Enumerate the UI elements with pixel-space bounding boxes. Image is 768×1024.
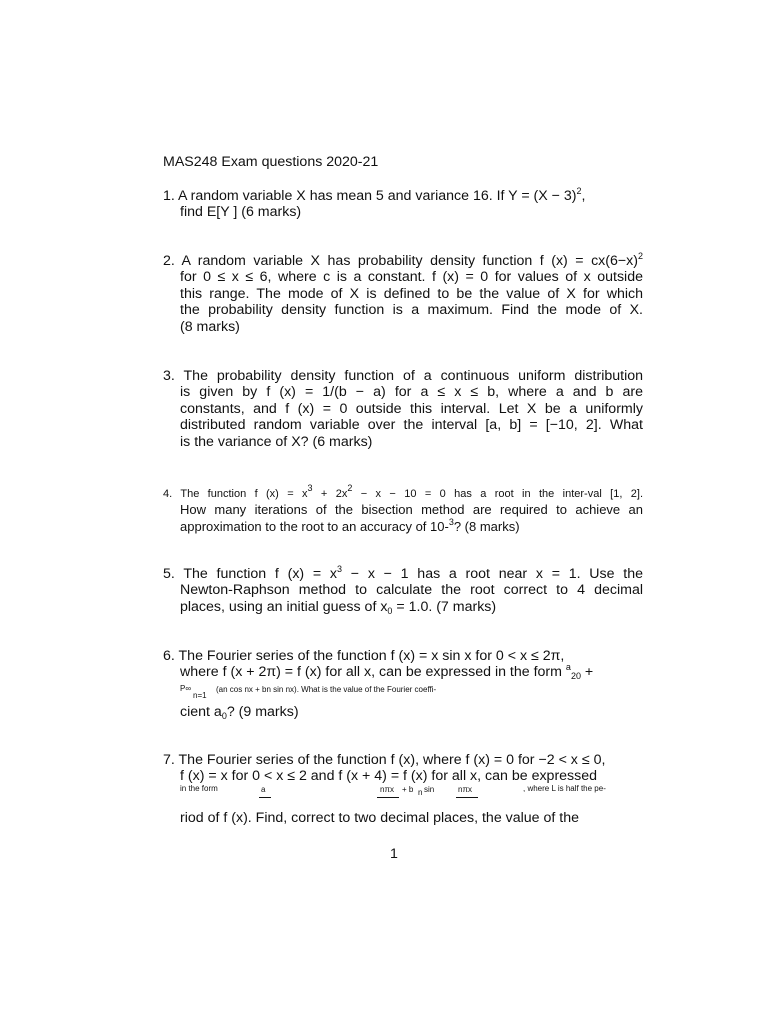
question-3 <box>163 368 643 450</box>
q7-frac-npx-1: nπx <box>380 785 394 794</box>
q7-frac-a: a <box>261 785 266 794</box>
q3-line-2: is given by f (x) = 1/(b − a) for a ≤ x ≤ b, where a and b are <box>180 384 643 401</box>
q7-form-label: in the form <box>180 784 218 793</box>
q7-frac-bar-3 <box>456 797 478 798</box>
q2-line-3: this range. The mode of X is defined to be the value of X for which <box>180 285 643 302</box>
q3-line-3: constants, and f (x) = 0 outside this interval. Let X be a uniformly <box>180 400 643 417</box>
question-6 <box>163 648 643 681</box>
q4-line-2: How many iterations of the bisection method are required to achieve an <box>180 502 643 518</box>
document-title: MAS248 Exam questions 2020-21 <box>163 154 379 170</box>
q4-line-3: approximation to the root to an accuracy of 10-$^3$? (8 marks) <box>180 516 520 534</box>
q6-line-1: 6. The Fourier series of the function f (x) = x sin x for 0 < x ≤ 2π, <box>163 648 565 664</box>
q6-line-2: where f (x + 2π) = f (x) for all x, can be expressed in the form $^a_{20}$ + <box>180 662 594 682</box>
q3-line-1: 3. The probability density function of a continuous uniform distribution <box>163 368 643 384</box>
q2-line-5: (8 marks) <box>180 318 240 335</box>
q1-line-2: find E[Y ] (6 marks) <box>180 204 302 221</box>
q2-line-4: the probability density function is a maximum. Find the mode of X. <box>180 302 643 319</box>
q2-line-1: 2. A random variable X has probability density function f $(x) = cx(6-x)^2$ <box>163 251 643 269</box>
q6-sum-index: n=1 <box>193 691 207 700</box>
q7-frac-bar-1 <box>259 797 271 798</box>
question-2 <box>163 253 643 335</box>
q5-line-3: places, using an initial guess of $x_0 = 1.0$. (7 marks) <box>180 598 497 616</box>
question-1 <box>163 188 643 221</box>
q6-line-4: cient $a_0$? (9 marks) <box>180 704 299 721</box>
q7-b-sub: n <box>418 788 423 797</box>
question-5 <box>163 566 643 615</box>
q7-line-1: 7. The Fourier series of the function f (x), where f (x) = 0 for −2 < x ≤ 0, <box>163 752 606 768</box>
q6-series-text: (an cos nx + bn sin nx). What is the value of the Fourier coeffi- <box>216 685 437 694</box>
q4-line-1: 4. The function f $(x) = x^3 + 2x^2 - x - 10 = 0$ has a root in the inter-val [1, 2]. <box>163 483 643 500</box>
q2-line-2: for 0 ≤ x ≤ 6, where c is a constant. f (x) = 0 for values of x outside <box>180 269 643 286</box>
q1-line-1: 1. A random variable X has mean 5 and variance 16. If $Y = (X - 3)^2$, <box>163 186 586 204</box>
question-7 <box>163 752 643 785</box>
question-4 <box>163 483 643 535</box>
q5-line-1: 5. The function f $(x) = x^3 - x - 1$ has a root near x = 1. Use the <box>163 564 643 582</box>
q5-line-2: Newton-Raphson method to calculate the root correct to 4 decimal <box>180 582 643 599</box>
q3-line-4: distributed random variable over the interval [a, b] = [−10, 2]. What <box>180 417 643 434</box>
q6-sum-symbol: P∞ <box>180 684 192 693</box>
page-number: 1 <box>390 846 398 862</box>
q7-line-2: f (x) = x for 0 < x ≤ 2 and f (x + 4) = f (x) for all x, can be expressed <box>180 768 598 785</box>
q7-frac-bar-2 <box>377 797 399 798</box>
q7-sin: sin <box>424 785 435 794</box>
q7-line-4: riod of f (x). Find, correct to two decimal places, the value of the <box>180 810 580 826</box>
q3-line-5: is the variance of X? (6 marks) <box>180 433 373 450</box>
q7-half-period: , where L is half the pe- <box>523 784 606 793</box>
q7-plus-b: + b <box>402 785 414 794</box>
q7-frac-npx-2: nπx <box>458 785 472 794</box>
